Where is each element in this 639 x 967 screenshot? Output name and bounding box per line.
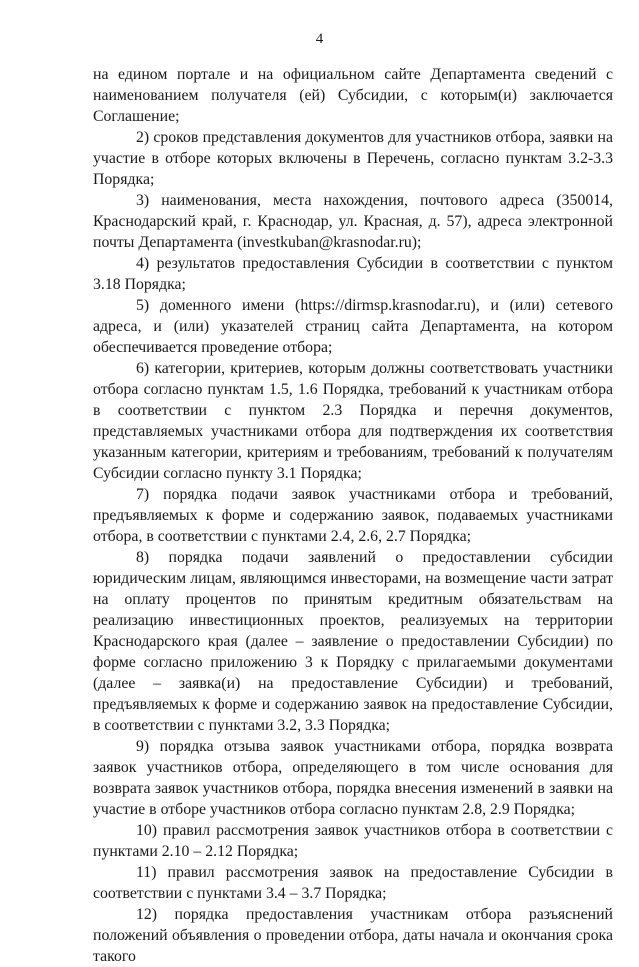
paragraph-item-4: 4) результатов предоставления Субсидии в соответствии с пунктом 3.18 Порядка; — [93, 255, 613, 293]
paragraph-item-11: 11) правил рассмотрения заявок на предоставление Субсидии в соответствии с пунктами 3.4 – 3.7 Порядка; — [93, 864, 613, 902]
paragraph-item-6: 6) категории, критериев, которым должны соответствовать участники отбора согласно пунктам 1.5, 1.6 Порядка, требований к участникам отбора в соответствии с пунктом 2.3 Порядка и перечня документов, представляемых участниками отбора для подтверждения их соответствия указанным категории, критериям и требованиям, требований к получателям Субсидии согласно пункту 3.1 Порядка; — [93, 360, 613, 482]
paragraph-item-7: 7) порядка подачи заявок участниками отбора и требований, предъявляемых к форме и содержанию заявок, подаваемых участниками отбора, в соответствии с пунктами 2.4, 2.6, 2.7 Порядка; — [93, 486, 613, 545]
paragraph-item-5: 5) доменного имени (https://dirmsp.krasnodar.ru), и (или) сетевого адреса, и (или) указателей страниц сайта Департамента, на котором обеспечивается проведение отбора; — [93, 297, 613, 356]
paragraph-item-12: 12) порядка предоставления участникам отбора разъяснений положений объявления о проведении отбора, даты начала и окончания срока такого — [93, 906, 613, 965]
paragraph-item-2: 2) сроков представления документов для участников отбора, заявки на участие в отборе которых включены в Перечень, согласно пунктам 3.2-3.3 Порядка; — [93, 129, 613, 188]
paragraph-item-3: 3) наименования, места нахождения, почтового адреса (350014, Краснодарский край, г. Краснодар, ул. Красная, д. 57), адреса электронной почты Департамента (investkuban@krasnodar.ru); — [93, 192, 613, 251]
paragraph-item-10: 10) правил рассмотрения заявок участников отбора в соответствии с пунктами 2.10 – 2.12 Порядка; — [93, 822, 613, 860]
page-number: 4 — [315, 31, 324, 47]
document-body — [93, 64, 613, 967]
paragraph-item-8: 8) порядка подачи заявлений о предоставлении субсидии юридическим лицам, являющимся инвесторами, на возмещение части затрат на оплату процентов по принятым кредитным обязательствам на реализацию инвестиционных проектов, реализуемых на территории Краснодарского края (далее – заявление о предоставлении Субсидии) по форме согласно приложению 3 к Порядку с прилагаемыми документами (далее – заявка(и) на предоставление Субсидии) и требований, предъявляемых к форме и содержанию заявок на предоставление Субсидии, в соответствии с пунктами 3.2, 3.3 Порядка; — [93, 549, 613, 734]
paragraph-continuation: на едином портале и на официальном сайте Департамента сведений с наименованием получателя (ей) Субсидии, с которым(и) заключается Соглашение; — [93, 66, 613, 125]
paragraph-item-9: 9) порядка отзыва заявок участниками отбора, порядка возврата заявок участников отбора, определяющего в том числе основания для возврата заявок участников отбора, порядка внесения изменений в заявки на участие в отборе участников отбора согласно пунктам 2.8, 2.9 Порядка; — [93, 738, 613, 818]
